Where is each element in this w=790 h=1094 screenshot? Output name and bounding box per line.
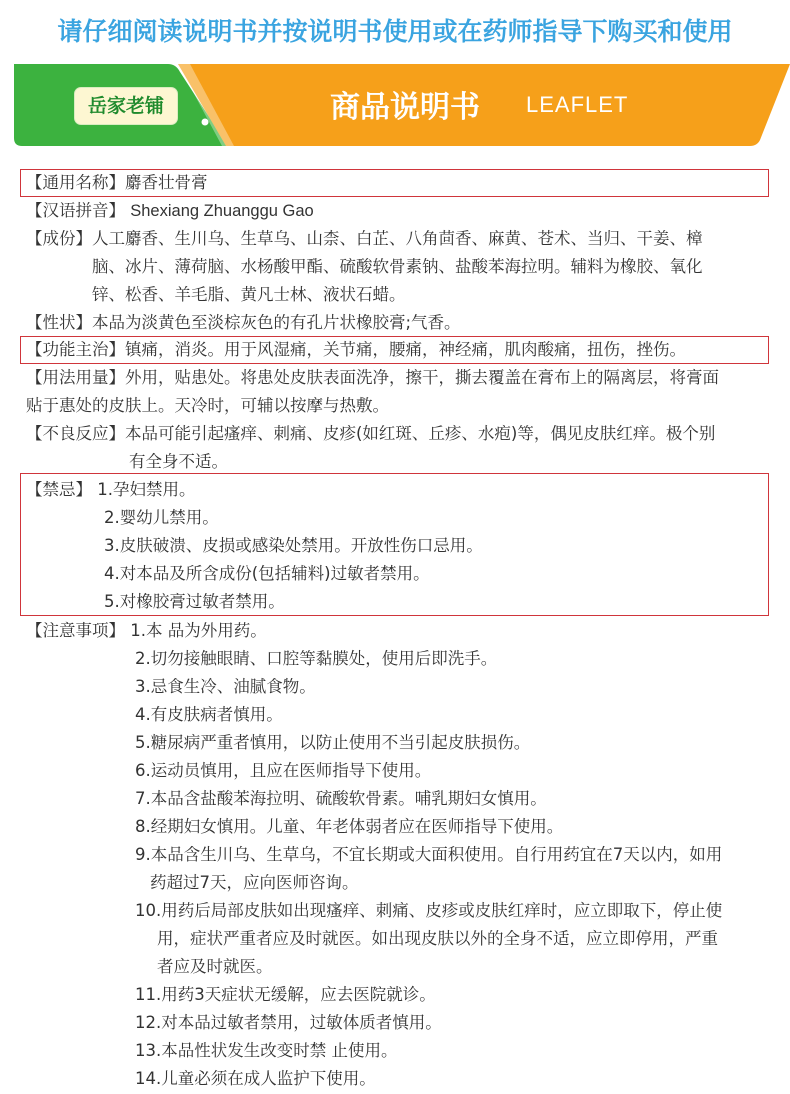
precaution-item-continued: 药超过7天，应向医师咨询。 (150, 873, 359, 892)
leaflet-subtitle: LEAFLET (526, 92, 629, 117)
precaution-item: 13.本品性状发生改变时禁 止使用。 (135, 1041, 398, 1060)
precaution-item: 5.糖尿病严重者慎用，以防止使用不当引起皮肤损伤。 (135, 733, 531, 752)
contraindication-item: 1.孕妇禁用。 (97, 480, 196, 499)
pinyin-row (26, 197, 314, 225)
usage-label: 【用法用量】 (26, 368, 125, 387)
precaution-item: 12.对本品过敏者禁用，过敏体质者慎用。 (135, 1013, 442, 1032)
contraindications-label: 【禁忌】 (26, 480, 92, 499)
contraindication-item: 2.婴幼儿禁用。 (104, 508, 219, 527)
pinyin-value: Shexiang Zhuanggu Gao (130, 202, 314, 220)
contraindication-item: 3.皮肤破溃、皮损或感染处禁用。开放性伤口忌用。 (104, 536, 483, 555)
indications-label: 【功能主治】 (26, 340, 125, 359)
indications-row (26, 336, 686, 364)
precaution-item: 11.用药3天症状无缓解，应去医院就诊。 (135, 985, 436, 1004)
ingredients-label: 【成份】 (26, 229, 92, 248)
usage-row (26, 364, 719, 392)
appearance-row (26, 309, 461, 337)
usage-line: 外用，贴患处。将患处皮肤表面洗净，擦干，撕去覆盖在膏布上的隔离层，将膏面 (125, 368, 719, 387)
precaution-item: 2.切勿接触眼睛、口腔等黏膜处，使用后即洗手。 (135, 649, 498, 668)
precautions-label: 【注意事项】 (26, 621, 125, 640)
generic-name-value: 麝香壮骨膏 (125, 173, 208, 192)
adverse-line: 有全身不适。 (129, 452, 228, 471)
adverse-line: 本品可能引起瘙痒、刺痛、皮疹(如红斑、丘疹、水疱)等，偶见皮肤红痒。极个别 (125, 424, 716, 443)
ingredients-line: 脑、冰片、薄荷脑、水杨酸甲酯、硫酸软骨素钠、盐酸苯海拉明。辅料为橡胶、氧化 (92, 257, 703, 276)
precaution-item: 10.用药后局部皮肤如出现瘙痒、刺痛、皮疹或皮肤红痒时，应立即取下，停止使 (135, 901, 723, 920)
adverse-label: 【不良反应】 (26, 424, 125, 443)
contraindications-row (26, 476, 196, 504)
adverse-row (26, 420, 715, 448)
precaution-item: 6.运动员慎用，且应在医师指导下使用。 (135, 761, 432, 780)
precautions-row (26, 617, 267, 645)
contraindication-item: 4.对本品及所含成份(包括辅料)过敏者禁用。 (104, 564, 430, 583)
brand-logo: 岳家老铺 (74, 87, 178, 125)
precaution-item: 7.本品含盐酸苯海拉明、硫酸软骨素。哺乳期妇女慎用。 (135, 789, 547, 808)
precaution-item-continued: 用，症状严重者应及时就医。如出现皮肤以外的全身不适，应立即停用，严重 (157, 929, 718, 948)
usage-line: 贴于惠处的皮肤上。天冷时，可辅以按摩与热敷。 (26, 396, 389, 415)
precaution-item: 1.本 品为外用药。 (130, 621, 267, 640)
contraindication-item: 5.对橡胶膏过敏者禁用。 (104, 592, 285, 611)
pinyin-label: 【汉语拼音】 (26, 201, 125, 220)
ingredients-line: 锌、松香、羊毛脂、黄凡士林、液状石蜡。 (92, 285, 406, 304)
precaution-item-continued: 者应及时就医。 (157, 957, 273, 976)
ingredients-row (26, 225, 703, 253)
precaution-item: 14.儿童必须在成人监护下使用。 (135, 1069, 376, 1088)
generic-name-label: 【通用名称】 (26, 173, 125, 192)
indications-value: 镇痛，消炎。用于风湿痛，关节痛，腰痛，神经痛，肌肉酸痛，扭伤，挫伤。 (125, 340, 686, 359)
top-notice: 请仔细阅读说明书并按说明书使用或在药师指导下购买和使用 (57, 17, 733, 46)
precaution-item: 4.有皮肤病者慎用。 (135, 705, 283, 724)
appearance-value: 本品为淡黄色至淡棕灰色的有孔片状橡胶膏;气香。 (92, 313, 461, 332)
appearance-label: 【性状】 (26, 313, 92, 332)
ingredients-line: 人工麝香、生川乌、生草乌、山柰、白芷、八角茴香、麻黄、苍术、当归、干姜、樟 (92, 229, 703, 248)
leaflet-title: 商品说明书 (330, 90, 480, 125)
precaution-item: 9.本品含生川乌、生草乌，不宜长期或大面积使用。自行用药宜在7天以内，如用 (135, 845, 723, 864)
generic-name-row (26, 169, 208, 197)
precaution-item: 8.经期妇女慎用。儿童、年老体弱者应在医师指导下使用。 (135, 817, 564, 836)
precaution-item: 3.忌食生冷、油腻食物。 (135, 677, 316, 696)
